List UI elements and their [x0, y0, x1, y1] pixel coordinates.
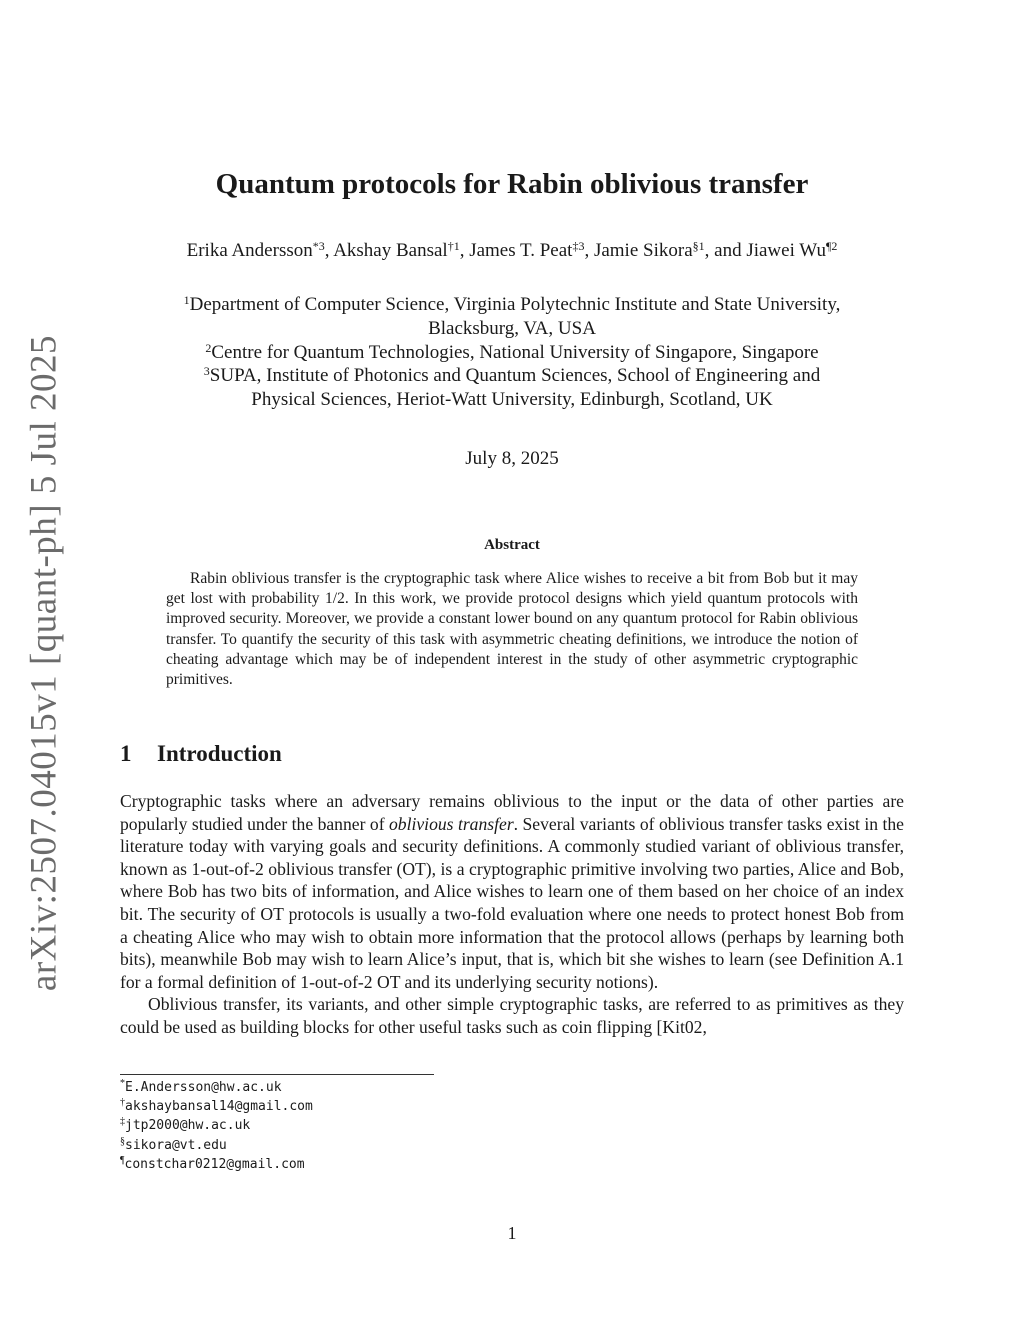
footnote-email: constchar0212@gmail.com	[124, 1156, 305, 1172]
footnote-email: jtp2000@hw.ac.uk	[125, 1118, 251, 1134]
author-marks: §1	[692, 239, 705, 253]
author-separator: ,	[584, 240, 594, 261]
footnote-email: sikora@vt.edu	[125, 1137, 227, 1153]
author-name: Erika Andersson	[186, 240, 313, 261]
author	[469, 240, 594, 261]
footnotes	[120, 1078, 720, 1174]
paragraph	[120, 790, 904, 993]
author	[746, 240, 837, 261]
footnote-email: E.Andersson@hw.ac.uk	[125, 1080, 282, 1095]
footnote-mark: ‡	[120, 1116, 125, 1128]
footnote-mark: *	[120, 1078, 125, 1089]
section-heading	[120, 741, 282, 767]
affiliations	[140, 293, 884, 412]
affiliation-line: Department of Computer Science, Virginia Polytechnic Institute and State University,	[189, 294, 841, 315]
footnote-email: akshaybansal14@gmail.com	[125, 1099, 313, 1115]
affiliation-mark: 3	[203, 364, 210, 379]
affiliation-mark: 2	[205, 340, 212, 355]
author-name: Jamie Sikora	[593, 240, 693, 261]
footnote	[120, 1078, 720, 1097]
footnote-mark: §	[120, 1135, 125, 1147]
footnote	[120, 1136, 720, 1155]
author-separator: , and	[704, 240, 747, 261]
abstract-heading: Abstract	[484, 537, 540, 553]
section-title: Introduction	[157, 741, 282, 766]
footnote-mark: ¶	[120, 1154, 125, 1166]
footnote-divider	[120, 1074, 434, 1075]
author-name: James T. Peat	[469, 240, 573, 261]
author-name: Jiawei Wu	[746, 240, 826, 261]
footnote	[120, 1155, 720, 1174]
arxiv-identifier: arXiv:2507.04015v1 [quant-ph] 5 Jul 2025	[23, 334, 65, 992]
paper-title: Quantum protocols for Rabin oblivious transfer	[215, 168, 809, 200]
affiliation-mark: 1	[183, 293, 190, 307]
author-list	[0, 240, 1024, 262]
affiliation-continuation: Blacksburg, VA, USA	[428, 317, 596, 339]
paragraph: Oblivious transfer, its variants, and other simple cryptographic tasks, are referred to as primitives as they could be used as building blocks for other useful tasks such as coin flipping [Kit02,	[120, 994, 904, 1037]
abstract-body: Rabin oblivious transfer is the cryptographic task where Alice wishes to receive a bit from Bob but it may get lost with probability 1/2. In this work, we provide protocol designs which yield quantum protocols with improved security. Moreover, we provide a constant lower bound on any quantum protocol for Rabin oblivious transfer. To quantify the security of this task with asymmetric cheating definitions, we introduce the notion of cheating advantage which may be of independent interest in the study of other asymmetric cryptographic primitives.	[166, 570, 858, 689]
footnote-mark: †	[120, 1097, 125, 1109]
footnote	[120, 1116, 720, 1135]
publication-date: July 8, 2025	[465, 448, 559, 469]
author-name: Akshay Bansal	[333, 240, 448, 261]
affiliation-continuation: Physical Sciences, Heriot-Watt University, Edinburgh, Scotland, UK	[251, 389, 773, 411]
affiliation	[140, 341, 884, 365]
affiliation	[140, 293, 884, 317]
emphasis-term: oblivious transfer	[389, 813, 514, 834]
author-separator: ,	[324, 240, 334, 261]
author-marks: ¶2	[825, 239, 838, 253]
author-separator: ,	[459, 240, 470, 261]
affiliation-line: Centre for Quantum Technologies, National University of Singapore, Singapore	[211, 341, 819, 363]
affiliation-line: SUPA, Institute of Photonics and Quantum Sciences, School of Engineering and	[209, 365, 821, 387]
page-number: 1	[507, 1223, 517, 1243]
paragraph-text: Cryptographic tasks where an adversary remains oblivious to the input or the data of other parties are popularly studied under the banner of	[120, 791, 904, 834]
author-marks: *3	[312, 239, 325, 253]
author	[187, 240, 334, 261]
introduction-text	[120, 790, 904, 1039]
footnote	[120, 1097, 720, 1116]
paragraph-text: . Several variants of oblivious transfer tasks exist in the literature today with varying goals and security definitions. A commonly studied variant of oblivious transfer, known as 1-out-of-2 oblivious transfer (OT), is a cryptographic primitive involving two parties, Alice and Bob, where Bob has two bits of information, and Alice wishes to learn one of them based on her choice of an index bit. The security of OT protocols is usually a two-fold evaluation where one needs to protect honest Bob from a cheating Alice who may wish to obtain more information that the protocol allows (perhaps by learning both bits), meanwhile Bob may wish to learn Alice’s input, that is, which bit she wishes to learn (see Definition A.1 for a formal definition of 1-out-of-2 OT and its underlying security notions).	[120, 813, 904, 992]
author-marks: †1	[447, 239, 460, 253]
author	[594, 240, 746, 261]
author-marks: ‡3	[572, 239, 585, 253]
affiliation	[140, 364, 884, 388]
section-number: 1	[120, 741, 132, 766]
author	[333, 240, 469, 261]
